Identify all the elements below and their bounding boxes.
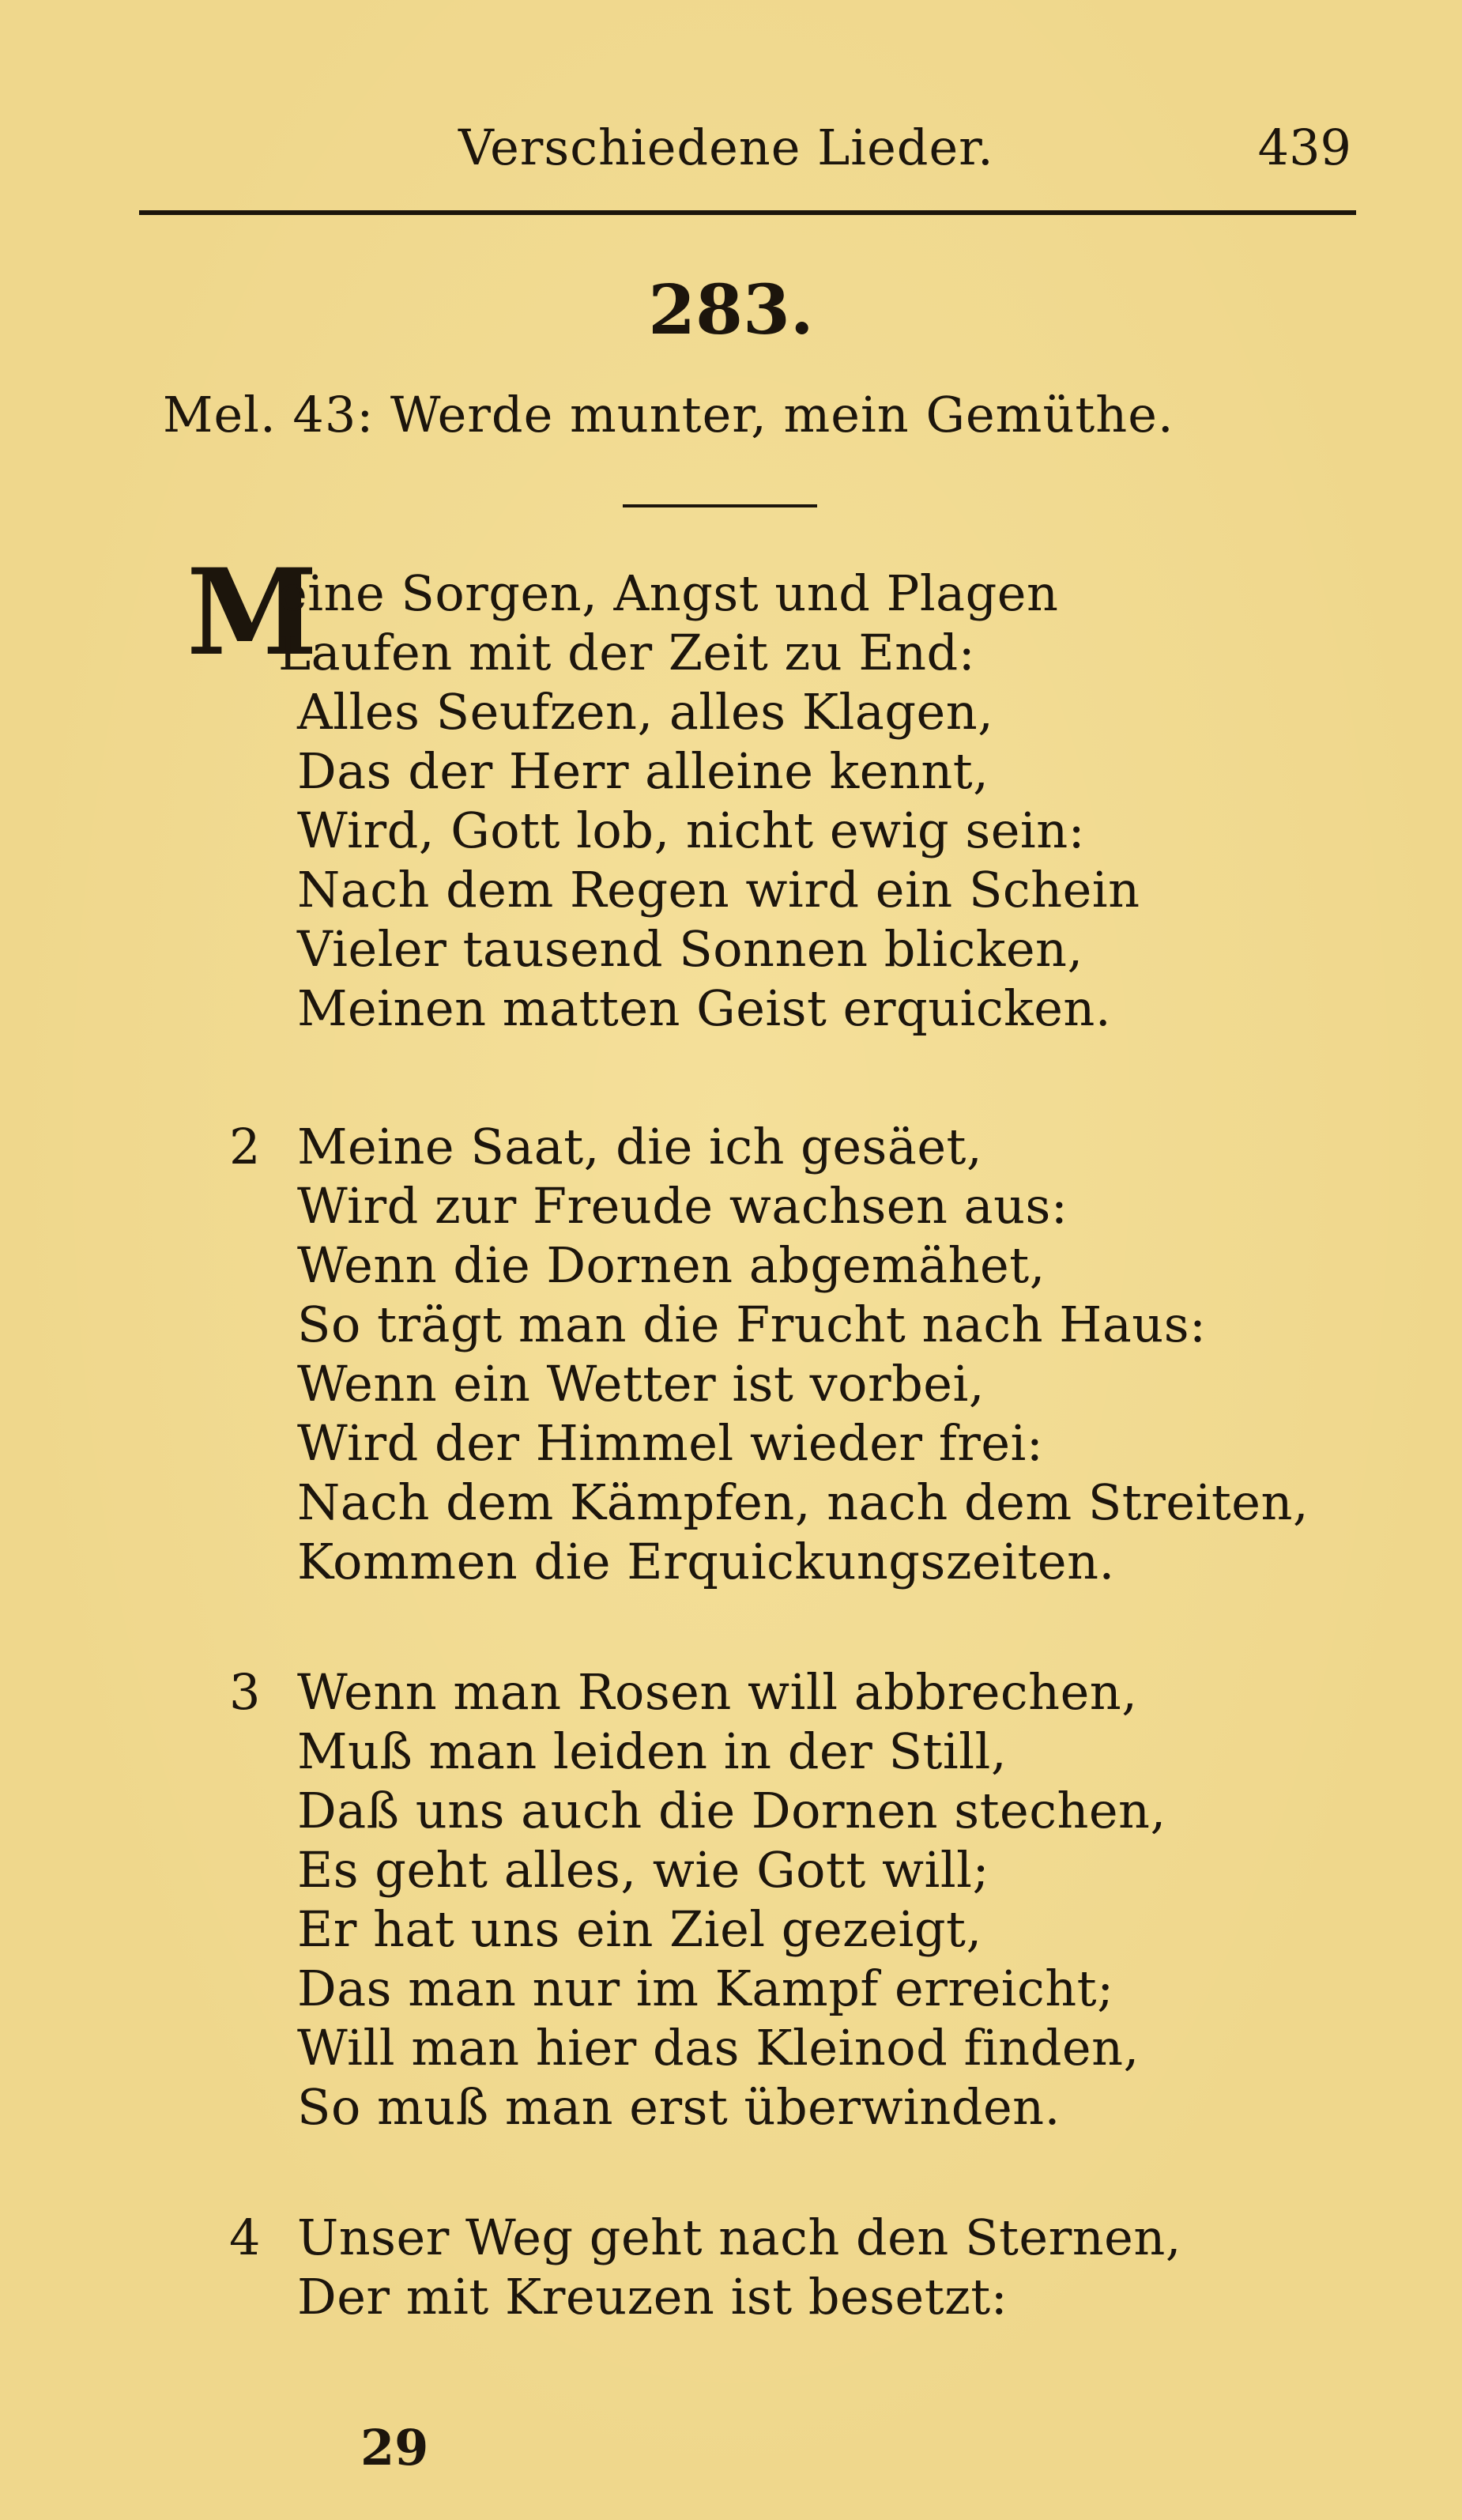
verse-number: 4 (229, 2209, 261, 2266)
verse-line: Alles Seufzen, alles Klagen, (297, 683, 994, 741)
verse-line: Laufen mit der Zeit zu End: (278, 624, 976, 681)
page-number: 439 (1257, 119, 1351, 176)
verse-line: Nach dem Regen wird ein Schein (297, 861, 1140, 919)
verse-line: Will man hier das Kleinod finden, (297, 2019, 1140, 2077)
verse-line: Meine Saat, die ich gesäet, (297, 1118, 983, 1175)
verse-line: Der mit Kreuzen ist besetzt: (297, 2268, 1008, 2326)
running-title: Verschiedene Lieder. (458, 119, 994, 176)
verse-line: Wenn die Dornen abgemähet, (297, 1236, 1046, 1294)
verse-line: Er hat uns ein Ziel gezeigt, (297, 1900, 982, 1958)
separator-rule (623, 504, 817, 507)
verse-line: Meinen matten Geist erquicken. (297, 979, 1112, 1037)
printer-signature: 29 (360, 2419, 429, 2477)
drop-cap-initial: M (187, 543, 318, 682)
verse-line: Wenn ein Wetter ist vorbei, (297, 1355, 985, 1413)
verse-line: Nach dem Kämpfen, nach dem Streiten, (297, 1473, 1309, 1531)
verse-line: Es geht alles, wie Gott will; (297, 1841, 989, 1899)
verse-number: 2 (229, 1118, 261, 1175)
verse-line: So trägt man die Frucht nach Haus: (297, 1296, 1207, 1353)
verse-line: Unser Weg geht nach den Sternen, (297, 2209, 1181, 2266)
verse-line: Daß uns auch die Dornen stechen, (297, 1782, 1166, 1839)
verse-line: So muß man erst überwinden. (297, 2078, 1061, 2136)
verse-line: eine Sorgen, Angst und Plagen (278, 564, 1059, 622)
header-rule (139, 210, 1356, 215)
verse-line: Wird, Gott lob, nicht ewig sein: (297, 802, 1086, 859)
verse-line: Wird der Himmel wieder frei: (297, 1414, 1044, 1472)
hymn-number: 283. (648, 270, 814, 350)
verse-line: Das der Herr alleine kennt, (297, 742, 989, 800)
verse-line: Muß man leiden in der Still, (297, 1722, 1008, 1780)
melody-indication: Mel. 43: Werde munter, mein Gemüthe. (163, 386, 1174, 443)
verse-number: 3 (229, 1663, 261, 1721)
verse-line: Wird zur Freude wachsen aus: (297, 1177, 1068, 1235)
verse-line: Kommen die Erquickungszeiten. (297, 1533, 1115, 1590)
verse-line: Vieler tausend Sonnen blicken, (297, 920, 1083, 978)
verse-line: Wenn man Rosen will abbrechen, (297, 1663, 1138, 1721)
verse-line: Das man nur im Kampf erreicht; (297, 1960, 1114, 2017)
